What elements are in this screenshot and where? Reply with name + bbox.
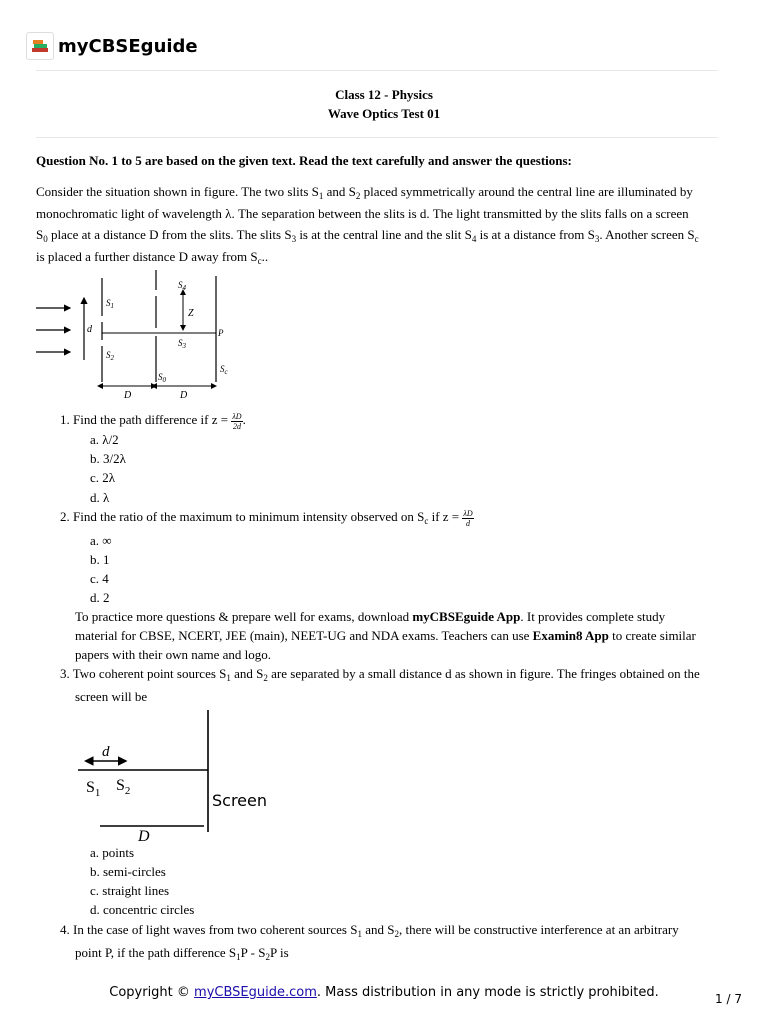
- instruction-text: Question No. 1 to 5 are based on the given text. Read the text carefully and answer the questions:: [36, 153, 572, 168]
- q1-option-c: c. 2λ: [90, 470, 116, 485]
- passage-line-3: $S_0$ place at a distance D from the slits. The slits $S_3$ is at the central line and the slit $S_4$ is at a distance from $S_3$. Another screen $S_c$: [36, 227, 699, 244]
- book-stack-logo-icon[interactable]: [26, 32, 54, 60]
- q3-option-c: c. straight lines: [90, 883, 170, 898]
- question-4-line-2: point P, if the path difference $S_1P - S_2P$ is: [75, 945, 289, 962]
- label-s1: $S_1$: [106, 298, 114, 310]
- question-1: 1. Find the path difference if z = $\frac{\lambda D}{2d}$ .: [60, 411, 246, 431]
- label-s1: $S_1$: [86, 779, 101, 799]
- promo-line-2: material for CBSE, NCERT, JEE (main), NEET-UG and NDA exams. Teachers can use Examin8 App to create similar: [75, 628, 696, 643]
- copyright-link[interactable]: myCBSEguide.com: [194, 985, 317, 1000]
- question-3-line-1: 3. Two coherent point sources $S_1$ and $S_2$ are separated by a small distance d as shown in figure. The fringes obtained on the: [60, 666, 700, 683]
- passage-line-1: Consider the situation shown in figure. The two slits $S_1$ and $S_2$ placed symmetrically around the central line are illuminated by: [36, 184, 693, 201]
- copyright-footer: Copyright © myCBSEguide.com. Mass distribution in any mode is strictly prohibited.: [109, 985, 659, 1000]
- label-D-1: D: [124, 390, 132, 401]
- promo-line-3: papers with their own name and logo.: [75, 647, 272, 662]
- label-d: d: [87, 324, 92, 335]
- label-s2: $S_2$: [106, 350, 114, 362]
- fraction: $\frac{\lambda D}{d}$: [463, 508, 473, 528]
- label-s2: $S_2$: [116, 777, 131, 797]
- test-title: Wave Optics Test 01: [327, 106, 441, 121]
- class-title: Class 12 - Physics: [335, 87, 433, 102]
- site-header: [26, 30, 198, 62]
- q1-option-a: a. λ/2: [90, 432, 119, 447]
- label-s3: $S_3$: [178, 338, 186, 350]
- fraction: $\frac{\lambda D}{2d}$: [232, 411, 242, 431]
- q2-option-b: b. 1: [90, 552, 110, 567]
- label-s4: $S_4$: [178, 280, 186, 292]
- q3-option-a: a. points: [90, 845, 135, 860]
- q1-option-b: b. 3/2λ: [90, 451, 126, 466]
- brand-name[interactable]: myCBSEguide: [58, 35, 198, 57]
- label-screen: Screen: [212, 791, 268, 810]
- coherent-sources-diagram: [76, 706, 276, 846]
- question-3-line-2: screen will be: [75, 689, 148, 704]
- app-name-mycbseguide: myCBSEguide App: [412, 609, 521, 624]
- app-name-examin8: Examin8 App: [532, 628, 609, 643]
- label-D-2: D: [180, 390, 188, 401]
- q2-option-d: d. 2: [90, 590, 110, 605]
- page-number: 1 / 7: [715, 992, 742, 1006]
- q2-option-a: a. ∞: [90, 533, 112, 548]
- q3-option-b: b. semi-circles: [90, 864, 166, 879]
- label-z: Z: [188, 308, 194, 319]
- label-D: D: [138, 828, 150, 845]
- label-sc: $S_c$: [220, 364, 228, 376]
- label-s0: $S_0$: [158, 372, 166, 384]
- label-p: P: [218, 328, 224, 338]
- double-slit-diagram: [36, 270, 236, 402]
- promo-line-1: To practice more questions & prepare well for exams, download myCBSEguide App. It provides complete study: [75, 609, 666, 624]
- label-d: d: [102, 744, 110, 760]
- q3-option-d: d. concentric circles: [90, 902, 195, 917]
- question-4-line-1: 4. In the case of light waves from two coherent sources $S_1$ and $S_2$, there will be constructive interference at an arbitrary: [60, 922, 679, 939]
- q2-option-c: c. 4: [90, 571, 109, 586]
- header-divider: [36, 70, 718, 71]
- incident-light-arrows: [36, 308, 70, 352]
- passage-line-2: monochromatic light of wavelength λ. The separation between the slits is d. The light transmitted by the slits falls on a screen: [36, 206, 689, 221]
- q1-option-d: d. λ: [90, 490, 110, 505]
- title-divider: [36, 137, 718, 138]
- passage-line-4: is placed a further distance D away from $S_c$..: [36, 249, 269, 266]
- question-2: 2. Find the ratio of the maximum to minimum intensity observed on $S_c$ if z = $\frac{\lambda D}{d}$: [60, 508, 473, 528]
